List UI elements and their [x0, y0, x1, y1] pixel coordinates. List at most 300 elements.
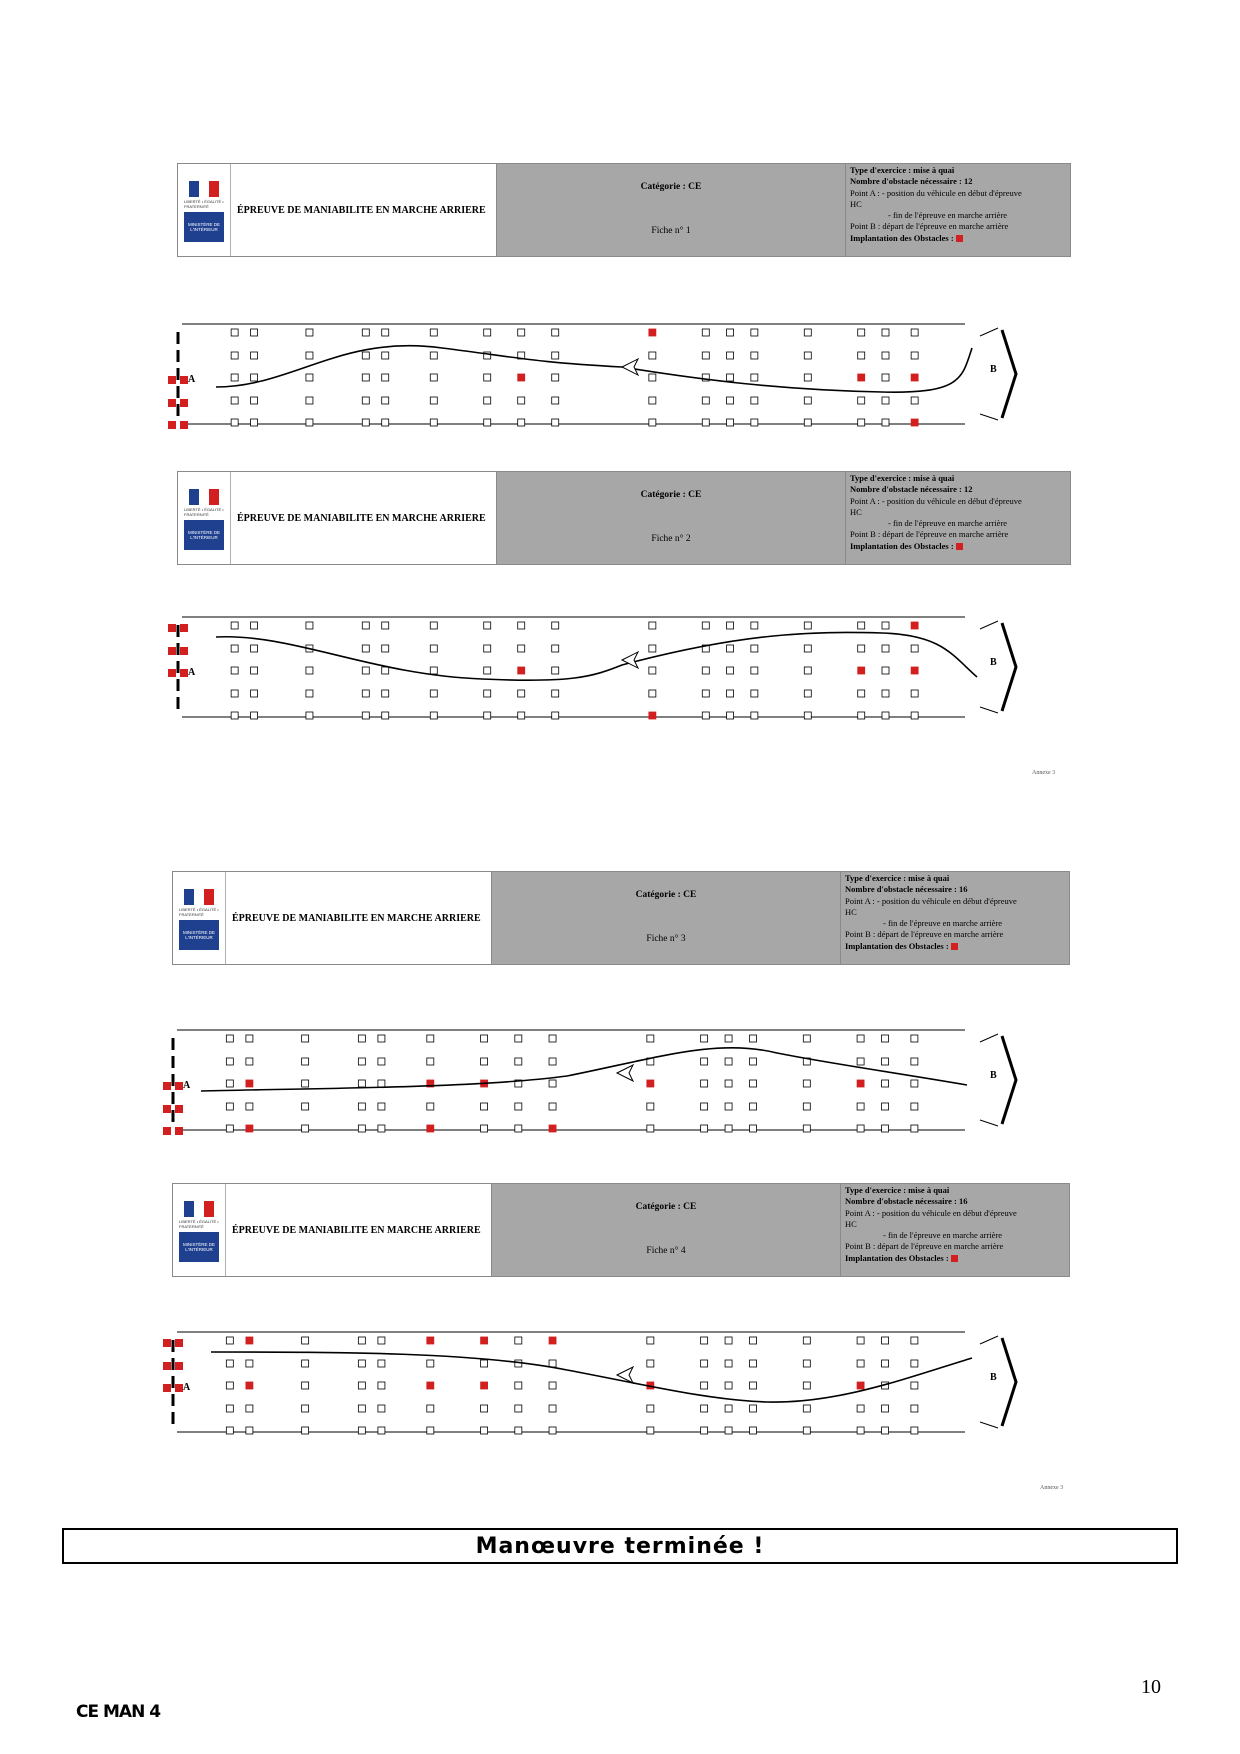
- cone-marker: [518, 690, 525, 697]
- cone-marker: [382, 622, 389, 629]
- point-b-desc: Point B : départ de l'épreuve en marche arrière: [850, 529, 1009, 540]
- cone-marker: [226, 1103, 233, 1110]
- cone-marker: [302, 1405, 309, 1412]
- category-cell: [491, 1184, 841, 1276]
- cone-marker: [378, 1103, 385, 1110]
- cone-marker: [727, 712, 734, 719]
- point-a-desc: Point A : - position du véhicule en début d'épreuve: [845, 1207, 1017, 1218]
- cone-marker: [858, 622, 865, 629]
- fiche-header-1: [177, 163, 1071, 257]
- point-b-label: B: [990, 657, 997, 668]
- red-obstacle: [911, 667, 918, 674]
- cone-marker: [647, 1337, 654, 1344]
- cone-marker: [358, 1382, 365, 1389]
- cone-marker: [882, 690, 889, 697]
- cone-marker: [552, 712, 559, 719]
- french-flag-icon: [184, 889, 214, 905]
- cone-marker: [481, 1125, 488, 1132]
- cone-marker: [226, 1382, 233, 1389]
- cone-marker: [518, 622, 525, 629]
- annexe-label: Annexe 3: [1032, 770, 1056, 776]
- cone-marker: [382, 712, 389, 719]
- cone-marker: [302, 1058, 309, 1065]
- sheet-title: ÉPREUVE DE MANIABILITE EN MARCHE ARRIERE: [232, 1224, 481, 1236]
- course-diagram-4: [155, 1330, 1080, 1440]
- logo-ministry-name: MINISTÈRE DE L'INTÉRIEUR: [179, 920, 219, 950]
- cone-marker: [382, 419, 389, 426]
- cone-marker: [727, 690, 734, 697]
- exercise-info: [841, 872, 1069, 964]
- cone-marker: [649, 419, 656, 426]
- cone-marker: [803, 1360, 810, 1367]
- point-b-label: B: [990, 1372, 997, 1383]
- dock-guide-line: [980, 621, 998, 629]
- cone-marker: [751, 352, 758, 359]
- cone-marker: [362, 645, 369, 652]
- category-label: Catégorie : CE: [640, 490, 702, 500]
- cone-marker: [857, 1405, 864, 1412]
- sheet-title: ÉPREUVE DE MANIABILITE EN MARCHE ARRIERE: [237, 512, 486, 524]
- cone-marker: [882, 1035, 889, 1042]
- cone-marker: [882, 374, 889, 381]
- cone-marker: [515, 1035, 522, 1042]
- cone-marker: [251, 329, 258, 336]
- cone-marker: [882, 1125, 889, 1132]
- cone-marker: [701, 1382, 708, 1389]
- cone-marker: [382, 352, 389, 359]
- cone-marker: [858, 329, 865, 336]
- category-label: Catégorie : CE: [635, 890, 697, 900]
- cone-marker: [882, 622, 889, 629]
- cone-marker: [246, 1427, 253, 1434]
- start-red-marker: [163, 1105, 171, 1113]
- start-red-marker: [180, 669, 188, 677]
- logo-motto: LIBERTÉ • ÉGALITÉ • FRATERNITÉ: [184, 507, 224, 517]
- cone-marker: [911, 1427, 918, 1434]
- cone-marker: [378, 1427, 385, 1434]
- red-obstacle: [549, 1337, 556, 1344]
- cone-marker: [750, 1035, 757, 1042]
- direction-arrow-icon: [617, 1065, 633, 1081]
- cone-marker: [804, 645, 811, 652]
- point-a-desc: Point A : - position du véhicule en début d'épreuve: [850, 495, 1022, 506]
- cone-marker: [552, 374, 559, 381]
- sheet-title: ÉPREUVE DE MANIABILITE EN MARCHE ARRIERE: [232, 912, 481, 924]
- cone-marker: [231, 397, 238, 404]
- cone-marker: [804, 667, 811, 674]
- vehicle-path: [211, 1352, 972, 1402]
- cone-marker: [226, 1125, 233, 1132]
- cone-marker: [481, 1103, 488, 1110]
- end-desc: - fin de l'épreuve en marche arrière: [888, 518, 1008, 529]
- fiche-header-4: [172, 1183, 1070, 1277]
- red-obstacle: [549, 1125, 556, 1132]
- cone-marker: [430, 645, 437, 652]
- cone-marker: [857, 1125, 864, 1132]
- cone-marker: [430, 374, 437, 381]
- cone-marker: [882, 329, 889, 336]
- logo-ministry-name: MINISTÈRE DE L'INTÉRIEUR: [184, 212, 224, 242]
- cone-marker: [358, 1058, 365, 1065]
- cone-marker: [702, 397, 709, 404]
- cone-marker: [804, 712, 811, 719]
- obstacle-count: Nombre d'obstacle nécessaire : 12: [850, 484, 973, 495]
- red-obstacle: [911, 374, 918, 381]
- cone-marker: [803, 1427, 810, 1434]
- dock-guide-line: [980, 328, 998, 336]
- cone-marker: [701, 1337, 708, 1344]
- cone-marker: [911, 645, 918, 652]
- cone-marker: [911, 1360, 918, 1367]
- cone-marker: [911, 1035, 918, 1042]
- start-red-marker: [175, 1362, 183, 1370]
- cone-marker: [358, 1337, 365, 1344]
- red-obstacle: [518, 667, 525, 674]
- cone-marker: [251, 397, 258, 404]
- cone-marker: [231, 352, 238, 359]
- cone-marker: [858, 352, 865, 359]
- cone-marker: [751, 329, 758, 336]
- point-a-desc: Point A : - position du véhicule en début d'épreuve: [850, 187, 1022, 198]
- cone-marker: [246, 1360, 253, 1367]
- cone-marker: [804, 374, 811, 381]
- logo-ministry-name: MINISTÈRE DE L'INTÉRIEUR: [179, 1232, 219, 1262]
- cone-marker: [702, 712, 709, 719]
- cone-marker: [858, 690, 865, 697]
- hc-label: HC: [850, 198, 862, 209]
- hc-label: HC: [845, 906, 857, 917]
- red-obstacle: [427, 1337, 434, 1344]
- cone-marker: [804, 397, 811, 404]
- cone-marker: [649, 374, 656, 381]
- cone-marker: [647, 1125, 654, 1132]
- cone-marker: [427, 1360, 434, 1367]
- cone-marker: [549, 1103, 556, 1110]
- red-obstacle: [649, 329, 656, 336]
- cone-marker: [246, 1405, 253, 1412]
- completion-banner: Manœuvre terminée !: [62, 1528, 1178, 1564]
- cone-marker: [649, 645, 656, 652]
- cone-marker: [549, 1405, 556, 1412]
- cone-marker: [647, 1405, 654, 1412]
- start-red-marker: [168, 669, 176, 677]
- cone-marker: [515, 1382, 522, 1389]
- cone-marker: [231, 712, 238, 719]
- cone-marker: [702, 329, 709, 336]
- cone-marker: [857, 1058, 864, 1065]
- cone-marker: [552, 329, 559, 336]
- category-cell: [496, 472, 846, 564]
- category-label: Catégorie : CE: [635, 1202, 697, 1212]
- cone-marker: [484, 419, 491, 426]
- start-red-marker: [180, 421, 188, 429]
- cone-marker: [882, 667, 889, 674]
- cone-marker: [803, 1103, 810, 1110]
- cone-marker: [727, 352, 734, 359]
- red-obstacle: [246, 1337, 253, 1344]
- cone-marker: [750, 1058, 757, 1065]
- cone-marker: [358, 1080, 365, 1087]
- cone-marker: [911, 397, 918, 404]
- cone-marker: [727, 329, 734, 336]
- cone-marker: [552, 397, 559, 404]
- cone-marker: [515, 1125, 522, 1132]
- cone-marker: [427, 1103, 434, 1110]
- red-obstacle: [481, 1337, 488, 1344]
- start-red-marker: [168, 399, 176, 407]
- cone-marker: [911, 690, 918, 697]
- cone-marker: [362, 329, 369, 336]
- cone-marker: [362, 397, 369, 404]
- cone-marker: [251, 712, 258, 719]
- cone-marker: [382, 645, 389, 652]
- cone-marker: [911, 329, 918, 336]
- cone-marker: [858, 712, 865, 719]
- point-a-label: A: [188, 374, 196, 385]
- cone-marker: [430, 329, 437, 336]
- start-red-marker: [175, 1082, 183, 1090]
- start-red-marker: [180, 624, 188, 632]
- start-red-marker: [180, 399, 188, 407]
- cone-marker: [911, 352, 918, 359]
- cone-marker: [231, 645, 238, 652]
- red-obstacle: [647, 1080, 654, 1087]
- cone-marker: [702, 352, 709, 359]
- cone-marker: [750, 1080, 757, 1087]
- red-obstacle: [858, 667, 865, 674]
- cone-marker: [251, 352, 258, 359]
- cone-marker: [882, 1360, 889, 1367]
- cone-marker: [725, 1405, 732, 1412]
- red-obstacle: [857, 1080, 864, 1087]
- cone-marker: [226, 1405, 233, 1412]
- cone-marker: [382, 329, 389, 336]
- cone-marker: [911, 1337, 918, 1344]
- ministry-logo: [178, 164, 231, 256]
- cone-marker: [226, 1337, 233, 1344]
- dock-guide-line: [980, 1034, 998, 1042]
- cone-marker: [857, 1035, 864, 1042]
- cone-marker: [803, 1405, 810, 1412]
- cone-marker: [702, 690, 709, 697]
- loading-dock: [1002, 623, 1016, 711]
- cone-marker: [751, 712, 758, 719]
- cone-marker: [552, 690, 559, 697]
- cone-marker: [701, 1103, 708, 1110]
- cone-marker: [518, 397, 525, 404]
- cone-marker: [552, 645, 559, 652]
- red-obstacle-legend-icon: [951, 1255, 958, 1262]
- cone-marker: [251, 419, 258, 426]
- cone-marker: [358, 1405, 365, 1412]
- dock-guide-line: [980, 1120, 998, 1126]
- cone-marker: [427, 1058, 434, 1065]
- cone-marker: [484, 645, 491, 652]
- cone-marker: [518, 419, 525, 426]
- french-flag-icon: [184, 1201, 214, 1217]
- start-red-marker: [180, 376, 188, 384]
- cone-marker: [484, 712, 491, 719]
- exercise-type: Type d'exercice : mise à quai: [845, 873, 950, 883]
- cone-marker: [552, 419, 559, 426]
- cone-marker: [552, 622, 559, 629]
- cone-marker: [701, 1405, 708, 1412]
- cone-marker: [803, 1125, 810, 1132]
- cone-marker: [882, 352, 889, 359]
- cone-marker: [484, 329, 491, 336]
- cone-marker: [647, 1103, 654, 1110]
- point-b-label: B: [990, 364, 997, 375]
- cone-marker: [358, 1427, 365, 1434]
- cone-marker: [803, 1382, 810, 1389]
- cone-marker: [226, 1360, 233, 1367]
- cone-marker: [727, 622, 734, 629]
- cone-marker: [701, 1035, 708, 1042]
- point-b-desc: Point B : départ de l'épreuve en marche arrière: [845, 1241, 1004, 1252]
- cone-marker: [378, 1058, 385, 1065]
- french-flag-icon: [189, 181, 219, 197]
- cone-marker: [725, 1035, 732, 1042]
- cone-marker: [430, 419, 437, 426]
- implantation-label: Implantation des Obstacles :: [850, 540, 954, 551]
- cone-marker: [362, 667, 369, 674]
- cone-marker: [858, 397, 865, 404]
- cone-marker: [725, 1080, 732, 1087]
- cone-marker: [302, 1035, 309, 1042]
- cone-marker: [430, 352, 437, 359]
- cone-marker: [306, 352, 313, 359]
- cone-marker: [647, 1035, 654, 1042]
- cone-marker: [481, 1405, 488, 1412]
- cone-marker: [549, 1427, 556, 1434]
- cone-marker: [911, 1405, 918, 1412]
- start-red-marker: [163, 1339, 171, 1347]
- end-desc: - fin de l'épreuve en marche arrière: [883, 1230, 1003, 1241]
- red-obstacle: [649, 712, 656, 719]
- cone-marker: [306, 622, 313, 629]
- cone-marker: [750, 1360, 757, 1367]
- cone-marker: [751, 419, 758, 426]
- cone-marker: [484, 374, 491, 381]
- cone-marker: [727, 667, 734, 674]
- direction-arrow-icon: [622, 652, 638, 668]
- cone-marker: [378, 1125, 385, 1132]
- red-obstacle: [481, 1382, 488, 1389]
- cone-marker: [362, 419, 369, 426]
- cone-marker: [378, 1035, 385, 1042]
- cone-marker: [804, 419, 811, 426]
- category-cell: [496, 164, 846, 256]
- cone-marker: [702, 667, 709, 674]
- dock-guide-line: [980, 707, 998, 713]
- cone-marker: [302, 1360, 309, 1367]
- cone-marker: [481, 1035, 488, 1042]
- cone-marker: [751, 397, 758, 404]
- cone-marker: [649, 690, 656, 697]
- cone-marker: [857, 1427, 864, 1434]
- exercise-info: [846, 472, 1070, 564]
- cone-marker: [649, 397, 656, 404]
- fiche-number: Fiche n° 2: [651, 534, 691, 544]
- cone-marker: [725, 1360, 732, 1367]
- cone-marker: [246, 1103, 253, 1110]
- red-obstacle: [427, 1125, 434, 1132]
- cone-marker: [549, 1382, 556, 1389]
- cone-marker: [804, 352, 811, 359]
- exercise-type: Type d'exercice : mise à quai: [845, 1185, 950, 1195]
- annexe-label: Annexe 3: [1040, 1485, 1064, 1491]
- cone-marker: [427, 1405, 434, 1412]
- cone-marker: [882, 397, 889, 404]
- cone-marker: [430, 712, 437, 719]
- cone-marker: [246, 1058, 253, 1065]
- cone-marker: [302, 1080, 309, 1087]
- cone-marker: [702, 622, 709, 629]
- cone-marker: [725, 1125, 732, 1132]
- cone-marker: [251, 622, 258, 629]
- cone-marker: [750, 1427, 757, 1434]
- cone-marker: [251, 690, 258, 697]
- cone-marker: [857, 1337, 864, 1344]
- cone-marker: [362, 622, 369, 629]
- start-red-marker: [168, 647, 176, 655]
- start-red-marker: [175, 1105, 183, 1113]
- cone-marker: [382, 667, 389, 674]
- cone-marker: [701, 1427, 708, 1434]
- cone-marker: [552, 352, 559, 359]
- dock-guide-line: [980, 1422, 998, 1428]
- cone-marker: [750, 1125, 757, 1132]
- cone-marker: [231, 329, 238, 336]
- cone-marker: [911, 1382, 918, 1389]
- loading-dock: [1002, 1036, 1016, 1124]
- cone-marker: [751, 645, 758, 652]
- fiche-number: Fiche n° 1: [651, 226, 691, 236]
- cone-marker: [518, 329, 525, 336]
- red-obstacle: [246, 1382, 253, 1389]
- cone-marker: [882, 1337, 889, 1344]
- point-b-label: B: [990, 1070, 997, 1081]
- fiche-number: Fiche n° 4: [646, 1246, 686, 1256]
- red-obstacle: [858, 374, 865, 381]
- start-red-marker: [163, 1384, 171, 1392]
- cone-marker: [246, 1035, 253, 1042]
- point-a-label: A: [188, 667, 196, 678]
- cone-marker: [231, 374, 238, 381]
- cone-marker: [226, 1427, 233, 1434]
- cone-marker: [882, 1058, 889, 1065]
- logo-motto: LIBERTÉ • ÉGALITÉ • FRATERNITÉ: [179, 907, 219, 917]
- exercise-info: [841, 1184, 1069, 1276]
- cone-marker: [484, 667, 491, 674]
- cone-marker: [378, 1360, 385, 1367]
- cone-marker: [226, 1035, 233, 1042]
- cone-marker: [549, 1080, 556, 1087]
- cone-marker: [484, 397, 491, 404]
- fiche-number: Fiche n° 3: [646, 934, 686, 944]
- cone-marker: [725, 1337, 732, 1344]
- implantation-label: Implantation des Obstacles :: [850, 232, 954, 243]
- cone-marker: [231, 622, 238, 629]
- cone-marker: [226, 1080, 233, 1087]
- cone-marker: [751, 622, 758, 629]
- hc-label: HC: [845, 1218, 857, 1229]
- obstacle-count: Nombre d'obstacle nécessaire : 16: [845, 1196, 968, 1207]
- cone-marker: [750, 1337, 757, 1344]
- implantation-label: Implantation des Obstacles :: [845, 940, 949, 951]
- cone-marker: [378, 1080, 385, 1087]
- cone-marker: [727, 645, 734, 652]
